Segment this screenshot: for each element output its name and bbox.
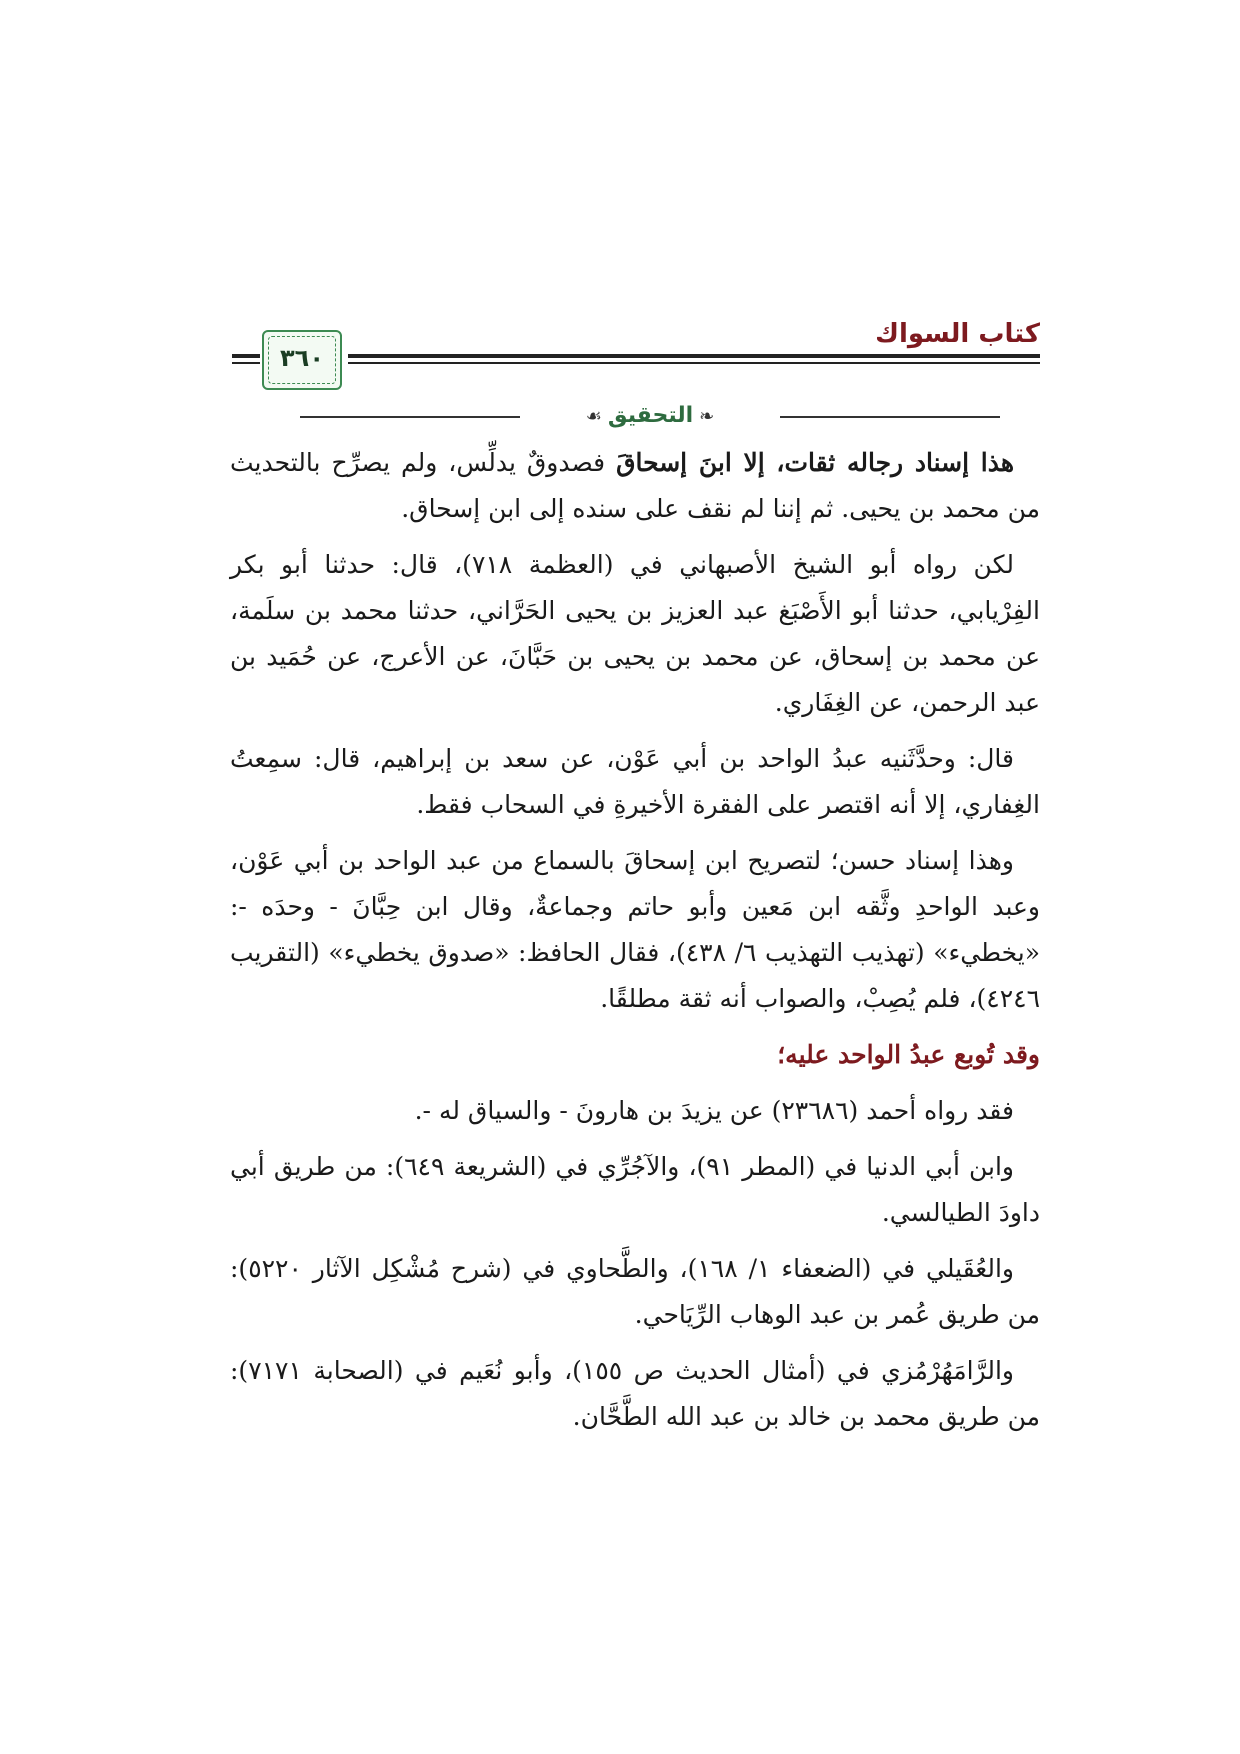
page-content	[230, 440, 1040, 1450]
paragraph: فقد رواه أحمد (٢٣٦٨٦) عن يزيدَ بن هارونَ - والسياق له -.	[414, 1096, 1014, 1125]
ornament-icon: ❧	[699, 406, 715, 427]
page-header	[232, 318, 1040, 398]
subheading: وقد تُوبع عبدُ الواحد عليه؛	[777, 1040, 1040, 1069]
header-rule	[232, 362, 260, 364]
paragraph-text: فصدوقٌ يدلِّس، ولم يصرِّح بالتحديث من محمد بن يحيى. ثم إننا لم نقف على سنده إلى ابن إسحاق.	[230, 448, 1040, 523]
paragraph: قال: وحدَّثَنيه عبدُ الواحد بن أبي عَوْن، عن سعد بن إبراهيم، قال: سمِعتُ الغِفاري، إلا أنه اقتصر على الفقرة الأخيرةِ في السحاب فقط.	[230, 744, 1040, 819]
header-rule	[348, 354, 1040, 358]
section-title	[300, 401, 1000, 432]
ornament-icon: ☙	[585, 406, 602, 427]
paragraph: وابن أبي الدنيا في (المطر ٩١)، والآجُرِّي في (الشريعة ٦٤٩): من طريق أبي داودَ الطيالسي.	[230, 1152, 1040, 1227]
paragraph: وهذا إسناد حسن؛ لتصريح ابن إسحاقَ بالسماع من عبد الواحد بن أبي عَوْن، وعبد الواحدِ وثَّقه ابن مَعين وأبو حاتم وجماعةٌ، وقال ابن حِبَّانَ - وحدَه -: «يخطيء» (تهذيب التهذيب ٦/ ٤٣٨)، فقال الحافظ: «صدوق يخطيء» (التقريب ٤٢٤٦)، فلم يُصِبْ، والصواب أنه ثقة مطلقًا.	[230, 846, 1040, 1013]
header-rule	[232, 354, 260, 358]
section-title-text: التحقيق	[607, 403, 694, 428]
book-title: كتاب السواك	[875, 319, 1040, 349]
section-heading	[300, 401, 1000, 431]
header-rule	[348, 362, 1040, 364]
bold-lead: هذا إسناد رجاله ثقات، إلا ابنَ إسحاقَ	[616, 448, 1014, 477]
paragraph: لكن رواه أبو الشيخ الأصبهاني في (العظمة ٧١٨)، قال: حدثنا أبو بكر الفِرْيابي، حدثنا أبو الأَصْبَغ عبد العزيز بن يحيى الحَرَّاني، حدثنا محمد بن سلَمة، عن محمد بن إسحاق، عن محمد بن يحيى بن حَبَّانَ، عن الأعرج، عن حُمَيد بن عبد الرحمن، عن الغِفَاري.	[230, 550, 1040, 717]
page-number-badge	[262, 330, 342, 390]
page-number: ٣٦٠	[280, 344, 324, 372]
paragraph	[230, 440, 1040, 532]
paragraph: والرَّامَهُرْمُزي في (أمثال الحديث ص ١٥٥)، وأبو نُعَيم في (الصحابة ٧١٧١): من طريق محمد بن خالد بن عبد الله الطَّحَّان.	[230, 1356, 1040, 1431]
paragraph: والعُقَيلي في (الضعفاء ١/ ١٦٨)، والطَّحاوي في (شرح مُشْكِل الآثار ٥٢٢٠): من طريق عُمر بن عبد الوهاب الرِّيَاحي.	[230, 1254, 1040, 1329]
